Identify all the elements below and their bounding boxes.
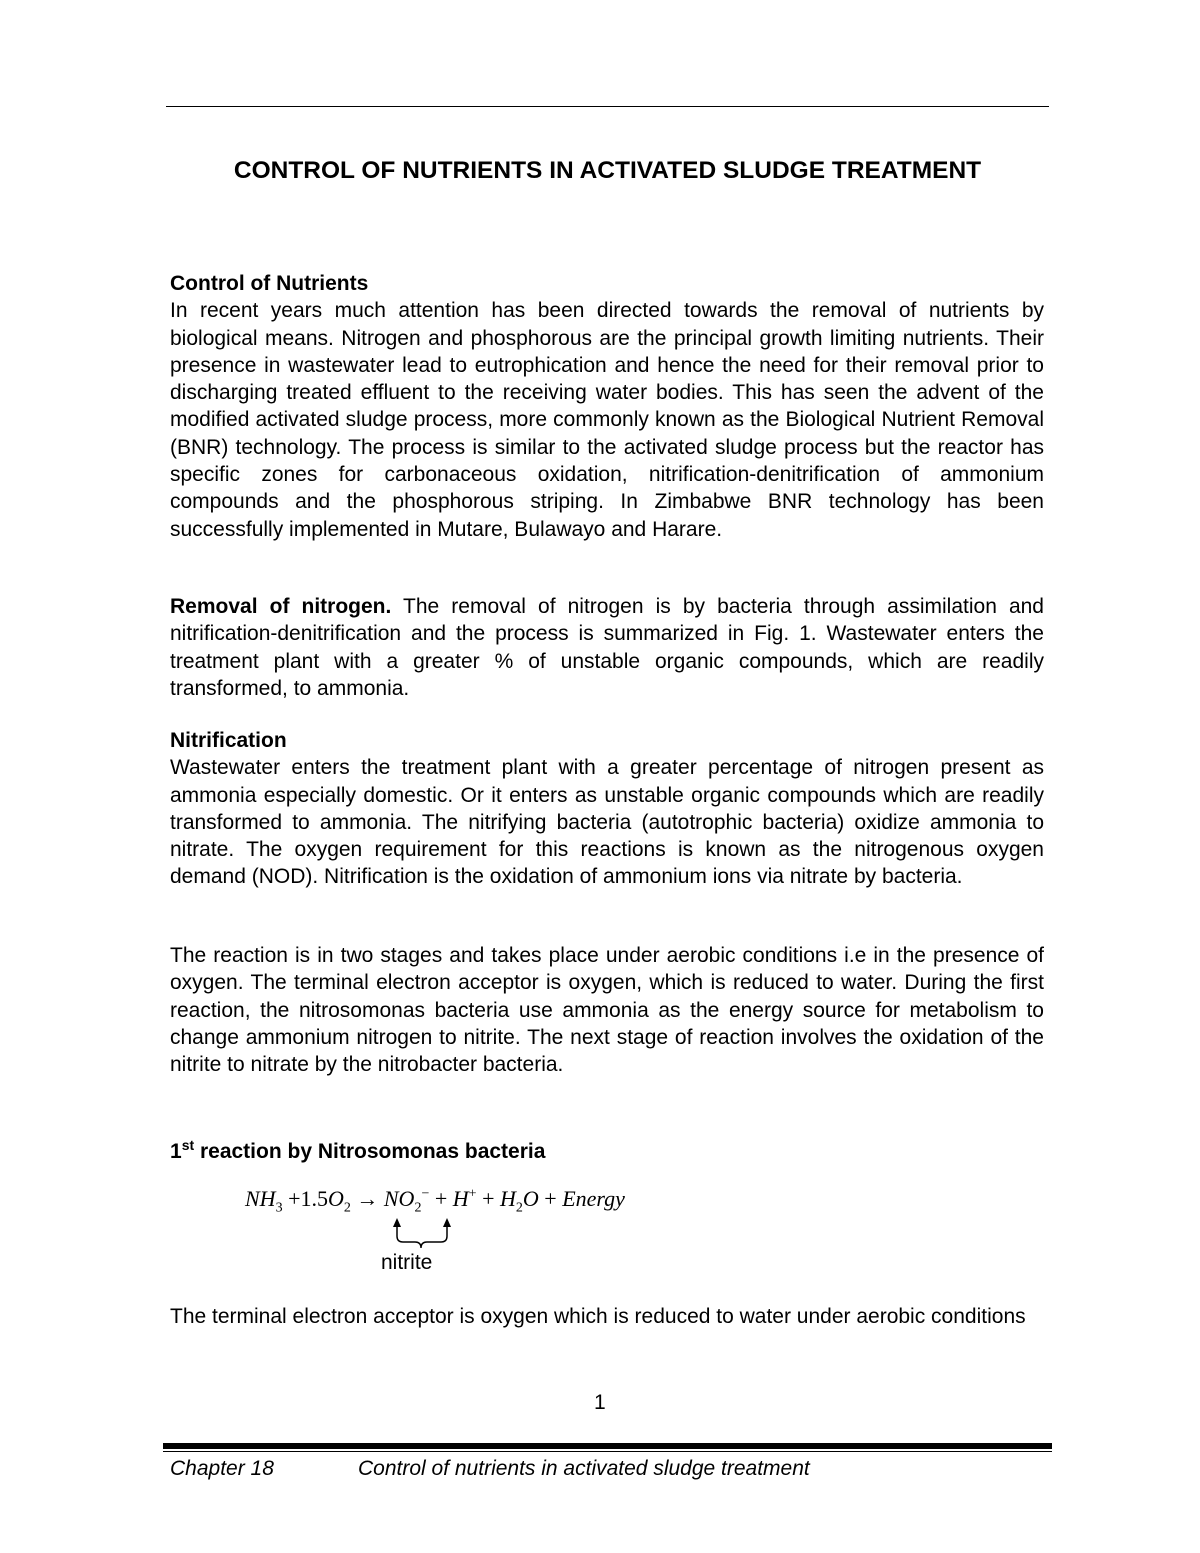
footer-title: Control of nutrients in activated sludge treatment <box>358 1457 810 1480</box>
eq-energy: Energy <box>562 1186 625 1211</box>
eq-no-sup: − <box>421 1186 430 1202</box>
eq-h2-sub: 2 <box>515 1200 523 1216</box>
first-reaction-heading-text: reaction by Nitrosomonas bacteria <box>194 1140 546 1163</box>
eq-h2: H <box>499 1186 516 1211</box>
control-heading: Control of Nutrients <box>170 272 369 295</box>
removal-paragraph <box>170 593 1044 702</box>
eq-h-sup: + <box>468 1186 477 1202</box>
after-equation-paragraph: The terminal electron acceptor is oxygen which is reduced to water under aerobic conditions <box>170 1305 1026 1328</box>
eq-plus-1: + <box>429 1186 453 1211</box>
first-reaction-heading-sup: st <box>181 1137 195 1153</box>
first-reaction-heading-num: 1 <box>170 1140 182 1163</box>
eq-o2: O <box>522 1186 539 1211</box>
after-equation-block <box>170 1303 1044 1330</box>
eq-h: H <box>452 1186 469 1211</box>
page-number: 1 <box>594 1391 606 1414</box>
nitrification-section <box>170 727 1044 891</box>
first-reaction-heading <box>170 1132 1044 1165</box>
header-rule <box>166 106 1049 107</box>
eq-o: O <box>327 1186 344 1211</box>
nitrification-paragraph-2: The reaction is in two stages and takes place under aerobic conditions i.e in the presence of oxygen. The terminal electron acceptor is oxygen, which is reduced to water. During the first reaction, the nitrosomonas bacteria use ammonia as the energy source for metabolism to change ammonium nitrogen to nitrite. The next stage of reaction involves the oxidation of the nitrite to nitrate by the nitrobacter bacteria. <box>170 944 1044 1077</box>
eq-plus-3: + <box>538 1186 563 1211</box>
eq-plus-2: + <box>476 1186 500 1211</box>
eq-arrow: → <box>350 1186 384 1211</box>
reaction-equation <box>245 1186 625 1216</box>
nitrification-heading: Nitrification <box>170 729 287 752</box>
nitrification-paragraph-2-block <box>170 942 1044 1078</box>
nitrification-paragraph-1: Wastewater enters the treatment plant with a greater percentage of nitrogen present as ammonia especially domestic. Or it enters as unstable organic compounds which are readily transformed to ammonia. The nitrifying bacteria (autotrophic bacteria) oxidize ammonia to nitrate. The oxygen requirement for this reactions is known as the nitrogenous oxygen demand (NOD). Nitrification is the oxidation of ammonium ions via nitrate by bacteria. <box>170 756 1044 889</box>
footer-chapter: Chapter 18 <box>170 1457 274 1480</box>
eq-nh-sub: 3 <box>275 1200 283 1216</box>
footer-rule-thick <box>163 1443 1052 1449</box>
eq-no: NO <box>383 1186 415 1211</box>
eq-o-sub: 2 <box>343 1200 351 1216</box>
nitrite-label: nitrite <box>381 1251 433 1274</box>
footer-rule-thin <box>163 1451 1052 1452</box>
control-section <box>170 270 1044 543</box>
eq-nh: NH <box>245 1186 276 1211</box>
nitrite-bracket-icon <box>385 1216 465 1256</box>
removal-body: The removal of nitrogen is by bacteria through assimilation and nitrification-denitrification and the process is summarized in Fig. 1. Wastewater enters the treatment plant with a greater % of unstable organic compounds, which are readily transformed, to ammonia. <box>170 595 1044 700</box>
removal-heading: Removal of nitrogen. <box>170 595 392 618</box>
eq-coef: +1.5 <box>282 1186 328 1211</box>
eq-no-sub: 2 <box>414 1200 422 1216</box>
removal-section <box>170 593 1044 702</box>
document-title: CONTROL OF NUTRIENTS IN ACTIVATED SLUDGE TREATMENT <box>233 157 982 184</box>
control-paragraph: In recent years much attention has been directed towards the removal of nutrients by biological means. Nitrogen and phosphorous are the principal growth limiting nutrients. Their presence in wastewater lead to eutrophication and hence the need for their removal prior to discharging treated effluent to the receiving water bodies. This has seen the advent of the modified activated sludge process, more commonly known as the Biological Nutrient Removal (BNR) technology. The process is similar to the activated sludge process but the reactor has specific zones for carbonaceous oxidation, nitrification-denitrification of ammonium compounds and the phosphorous striping. In Zimbabwe BNR technology has been successfully implemented in Mutare, Bulawayo and Harare. <box>170 299 1044 541</box>
